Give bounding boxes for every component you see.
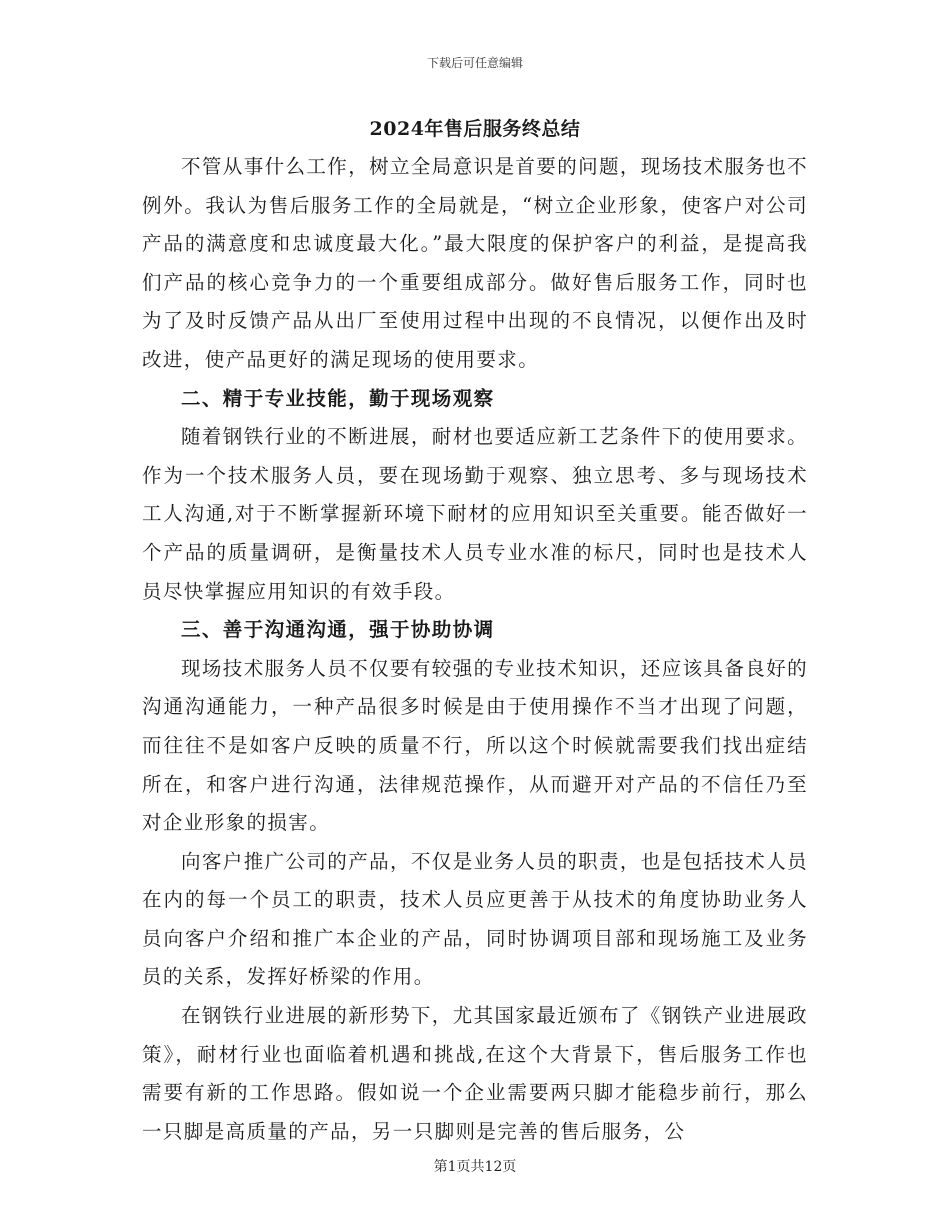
paragraph: 在钢铁行业进展的新形势下，尤其国家最近颁布了《钢铁产业进展政策》，耐材行业也面临着机遇和挑战,在这个大背景下，售后服务工作也需要有新的工作思路。假如说一个企业需要两只脚才能稳步前行，那么一只脚是高质量的产品，另一只脚则是完善的售后服务，公 (142, 1004, 809, 1143)
document-body (142, 148, 808, 1151)
document-title: 2024年售后服务终总结 (369, 118, 581, 140)
paragraph: 随着钢铁行业的不断进展，耐材也要适应新工艺条件下的使用要求。作为一个技术服务人员，要在现场勤于观察、独立思考、多与现场技术工人沟通,对于不断掌握新环境下耐材的应用知识至关重要。能否做好一个产品的质量调研，是衡量技术人员专业水准的标尺，同时也是技术人员尽快掌握应用知识的有效手段。 (142, 425, 809, 603)
section-heading: 三、善于沟通沟通，强于协助协调 (181, 618, 495, 642)
page-number: 第1页共12页 (433, 1159, 517, 1175)
paragraph: 向客户推广公司的产品，不仅是业务人员的职责，也是包括技术人员在内的每一个员工的职责，技术人员应更善于从技术的角度协助业务人员向客户介绍和推广本企业的产品，同时协调项目部和现场施工及业务员的关系，发挥好桥梁的作用。 (142, 849, 809, 989)
section-heading: 二、精于专业技能，勤于现场观察 (181, 386, 495, 410)
paragraph: 不管从事什么工作，树立全局意识是首要的问题，现场技术服务也不例外。我认为售后服务工作的全局就是，“树立企业形象，使客户对公司产品的满意度和忠诚度最大化。”最大限度的保护客户的利益，是提高我们产品的核心竞争力的一个重要组成部分。做好售后服务工作，同时也为了及时反馈产品从出厂至使用过程中出现的不良情况，以便作出及时改进，使产品更好的满足现场的使用要求。 (142, 155, 809, 371)
page-header: 下载后可任意编辑 (426, 56, 523, 70)
paragraph: 现场技术服务人员不仅要有较强的专业技术知识，还应该具备良好的沟通沟通能力，一种产品很多时候是由于使用操作不当才出现了问题，而往往不是如客户反映的质量不行，所以这个时候就需要我们找出症结所在，和客户进行沟通，法律规范操作，从而避开对产品的不信任乃至对企业形象的损害。 (142, 656, 809, 835)
